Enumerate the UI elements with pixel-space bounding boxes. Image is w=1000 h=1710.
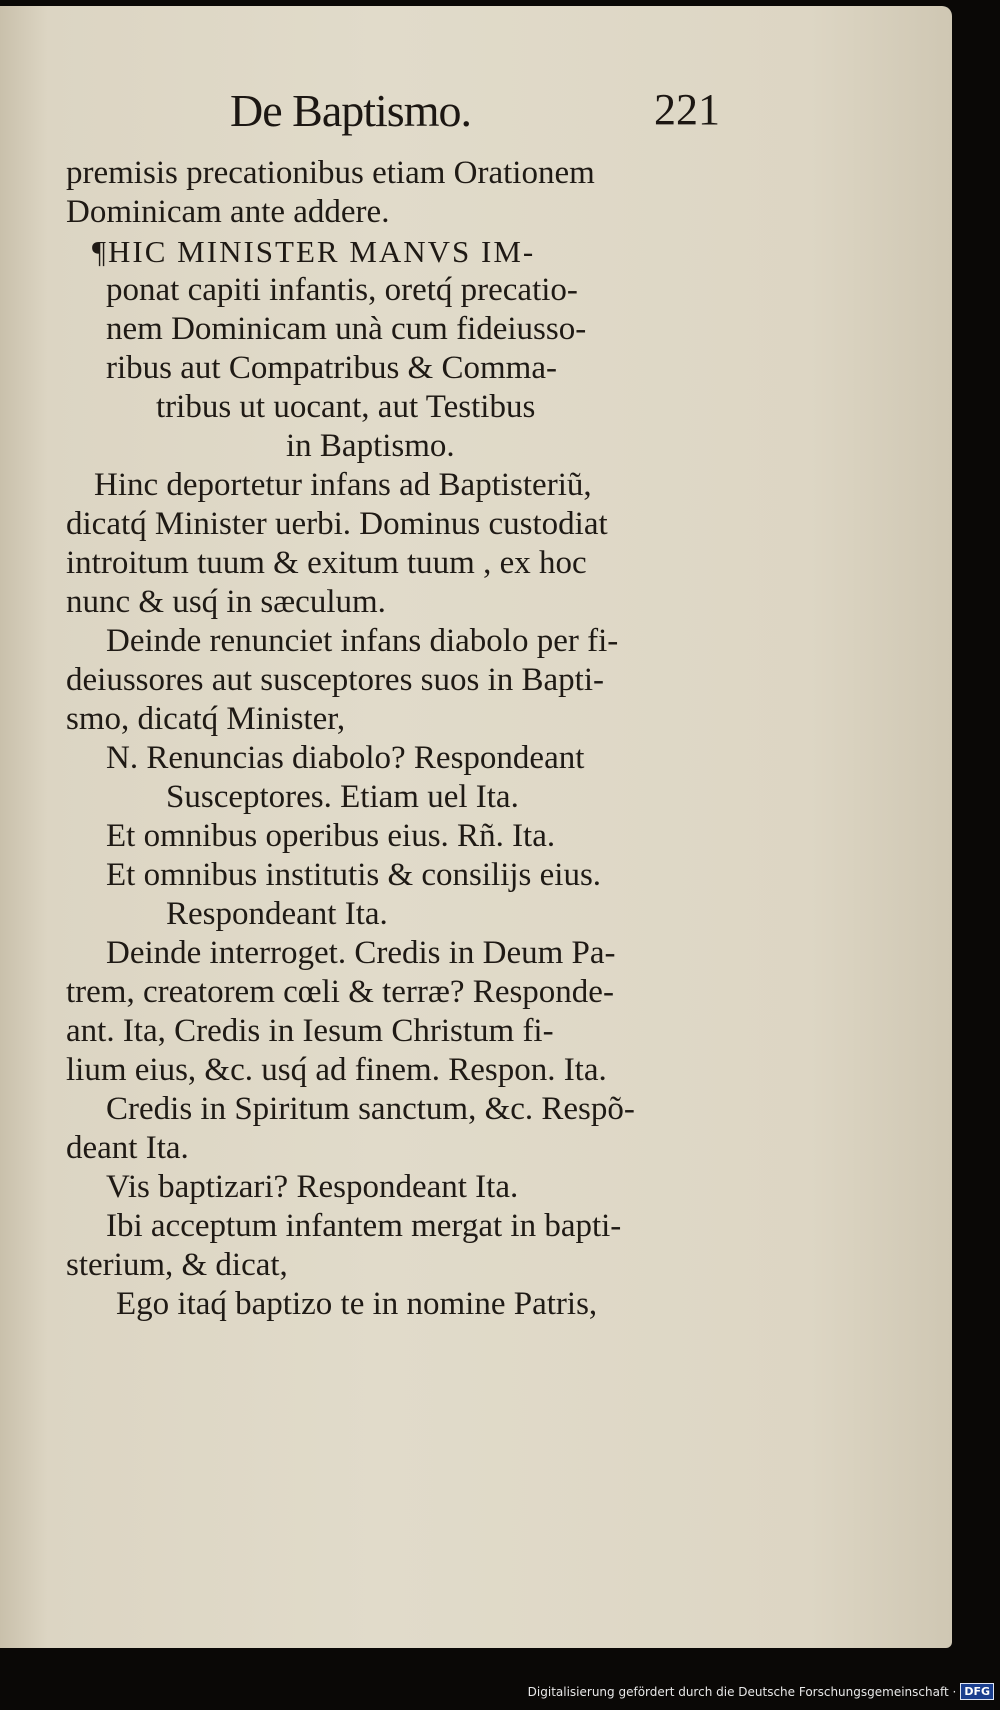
text-line: nem Dominicam unà cum fideiusso- xyxy=(106,311,587,347)
text-line: introitum tuum & exitum tuum , ex hoc xyxy=(66,545,587,581)
text-line: trem, creatorem cœli & terræ? Responde- xyxy=(66,974,614,1010)
text-line: N. Renuncias diabolo? Respondeant xyxy=(106,740,585,776)
page-number: 221 xyxy=(654,85,720,134)
text-line: in Baptismo. xyxy=(286,428,455,464)
text-line: nunc & usq́ in sæculum. xyxy=(66,584,386,620)
text-line: Respondeant Ita. xyxy=(166,896,388,932)
text-line: ¶HIC MINISTER MANVS IM- xyxy=(92,234,536,269)
digitization-credit xyxy=(528,1683,994,1700)
text-line: Susceptores. Etiam uel Ita. xyxy=(166,779,519,815)
page-header xyxy=(230,84,720,144)
text-body xyxy=(66,154,734,1324)
text-line: ponat capiti infantis, oretq́ precatio- xyxy=(106,272,578,308)
text-line: sterium, & dicat, xyxy=(66,1247,288,1283)
book-page xyxy=(0,6,952,1648)
text-line: smo, dicatq́ Minister, xyxy=(66,701,346,737)
text-line: Deinde interroget. Credis in Deum Pa- xyxy=(106,935,616,971)
running-title: De Baptismo. xyxy=(230,85,471,136)
text-line: ant. Ita, Credis in Iesum Christum fi- xyxy=(66,1013,554,1049)
text-line: tribus ut uocant, aut Testibus xyxy=(156,389,536,425)
text-line: Et omnibus operibus eius. Rñ. Ita. xyxy=(106,818,556,854)
text-line: Deinde renunciet infans diabolo per fi- xyxy=(106,623,619,659)
text-line: Dominicam ante addere. xyxy=(66,194,390,230)
text-line: Et omnibus institutis & consilijs eius. xyxy=(106,857,602,893)
text-line: Vis baptizari? Respondeant Ita. xyxy=(106,1169,519,1205)
text-line: ribus aut Compatribus & Comma- xyxy=(106,350,557,386)
text-line: Credis in Spiritum sanctum, &c. Respõ- xyxy=(106,1091,635,1127)
dfg-logo: DFG xyxy=(960,1683,994,1700)
credit-text: Digitalisierung gefördert durch die Deutsche Forschungsgemeinschaft · xyxy=(527,1684,957,1699)
text-line: deiussores aut susceptores suos in Bapti- xyxy=(66,662,605,698)
text-line: Hinc deportetur infans ad Baptisteriũ, xyxy=(94,467,592,503)
text-line: deant Ita. xyxy=(66,1130,189,1166)
text-line: premisis precationibus etiam Orationem xyxy=(66,155,595,191)
text-line: dicatq́ Minister uerbi. Dominus custodiat xyxy=(66,506,608,542)
text-line: Ibi acceptum infantem mergat in bapti- xyxy=(106,1208,622,1244)
text-line: lium eius, &c. usq́ ad finem. Respon. Ita. xyxy=(66,1052,607,1088)
text-line: Ego itaq́ baptizo te in nomine Patris, xyxy=(116,1286,598,1322)
